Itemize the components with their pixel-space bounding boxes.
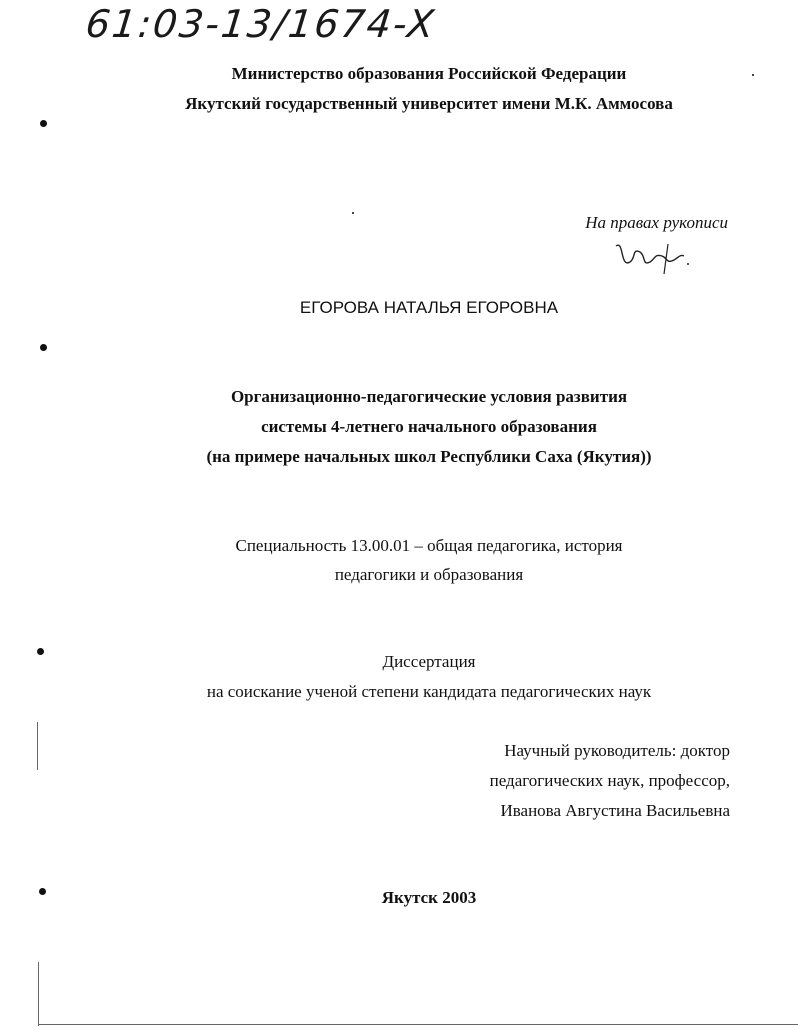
- binding-hole: [40, 344, 47, 351]
- scan-speck: [752, 74, 754, 76]
- supervisor-line-2: педагогических наук, профессор,: [489, 771, 730, 790]
- scan-edge-line: [37, 722, 38, 770]
- catalog-number: 61:03-13/1674-X: [83, 2, 438, 46]
- ministry-line: Министерство образования Российской Федерации: [231, 64, 627, 83]
- signature-mark: [610, 238, 690, 278]
- manuscript-note: На правах рукописи: [585, 213, 728, 232]
- supervisor-line-1: Научный руководитель: доктор: [504, 741, 730, 760]
- author-name: ЕГОРОВА НАТАЛЬЯ ЕГОРОВНА: [299, 298, 559, 317]
- binding-hole: [37, 648, 44, 655]
- supervisor-line-3: Иванова Августина Васильевна: [500, 801, 730, 820]
- specialty-line-2: педагогики и образования: [334, 565, 524, 584]
- binding-hole: [40, 120, 47, 127]
- scan-speck: [352, 212, 354, 214]
- title-line-2: системы 4-летнего начального образования: [261, 417, 597, 436]
- university-line: Якутский государственный университет имени М.К. Аммосова: [185, 94, 673, 113]
- degree-line-2: на соискание ученой степени кандидата педагогических наук: [206, 682, 652, 701]
- title-line-3: (на примере начальных школ Республики Саха (Якутия)): [206, 447, 652, 466]
- binding-hole: [39, 888, 46, 895]
- title-line-1: Организационно-педагогические условия развития: [230, 387, 628, 406]
- specialty-line-1: Специальность 13.00.01 – общая педагогика, история: [235, 536, 623, 555]
- scan-edge-line: [38, 962, 39, 1026]
- city-year: Якутск 2003: [381, 888, 477, 907]
- scan-bottom-edge: [38, 1024, 798, 1025]
- degree-line-1: Диссертация: [382, 652, 476, 671]
